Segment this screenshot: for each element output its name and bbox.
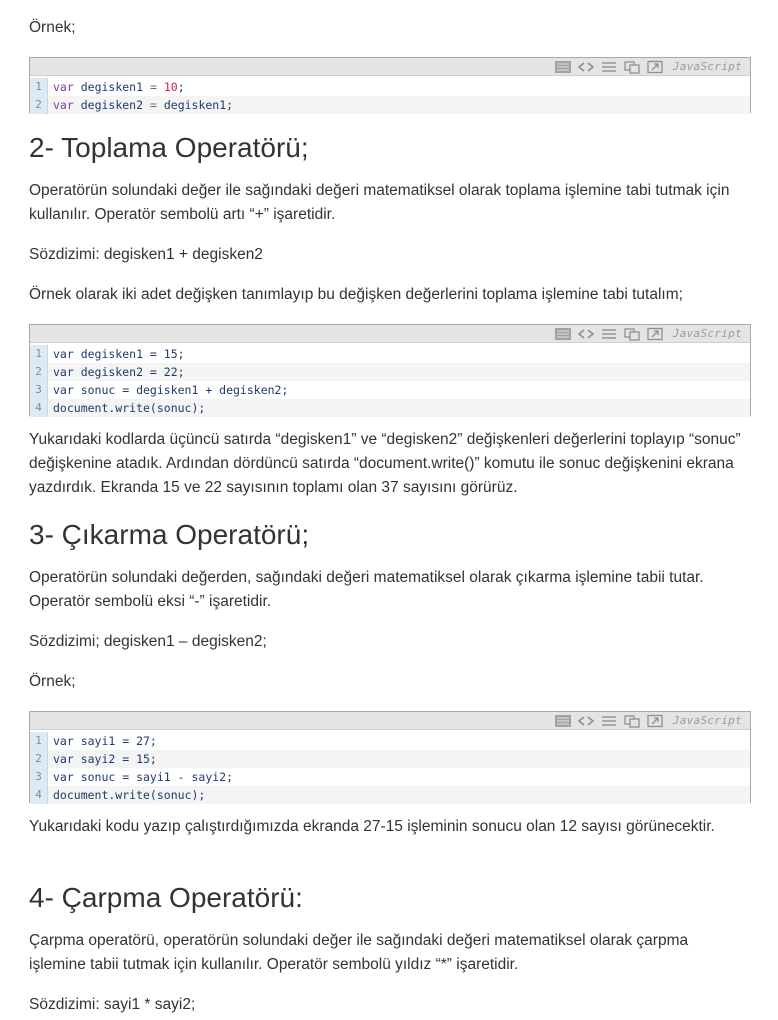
section-heading-toplama: 2- Toplama Operatörü; bbox=[29, 132, 309, 163]
popup-icon[interactable] bbox=[646, 327, 664, 341]
code-lines bbox=[30, 76, 750, 115]
line-number: 4 bbox=[30, 399, 48, 417]
section-description: Operatörün solundaki değer ile sağındaki değeri matematiksel olarak toplama işlemine tabi tutmak için kullanılır. Operatör sembolü artı “+” işaretidir. bbox=[29, 182, 730, 223]
code-line bbox=[30, 345, 750, 363]
code-line bbox=[30, 732, 750, 750]
section-heading-carpma: 4- Çarpma Operatörü: bbox=[29, 882, 303, 913]
view-source-icon[interactable] bbox=[554, 714, 572, 728]
code-explanation: Yukarıdaki kodu yazıp çalıştırdığımızda ekranda 27-15 işleminin sonucu olan 12 sayısı görünecektir. bbox=[29, 818, 715, 835]
section-description: Operatörün solundaki değerden, sağındaki değeri matematiksel olarak çıkarma işlemine tabii tutar. Operatör sembolü eksi “-” işaretidir. bbox=[29, 569, 704, 610]
line-number: 3 bbox=[30, 768, 48, 786]
code-line bbox=[30, 786, 750, 804]
code-text: var sonuc = degisken1 + degisken2; bbox=[53, 383, 289, 397]
copy-icon[interactable] bbox=[623, 327, 641, 341]
wrap-lines-icon[interactable] bbox=[600, 60, 618, 74]
wrap-lines-icon[interactable] bbox=[600, 714, 618, 728]
code-language-label: JavaScript bbox=[672, 714, 742, 727]
copy-icon[interactable] bbox=[623, 714, 641, 728]
line-number: 3 bbox=[30, 381, 48, 399]
code-text: var degisken1 = 10; bbox=[53, 80, 185, 94]
code-line bbox=[30, 768, 750, 786]
syntax-line: Sözdizimi: sayi1 * sayi2; bbox=[29, 996, 196, 1013]
code-language-label: JavaScript bbox=[672, 327, 742, 340]
popup-icon[interactable] bbox=[646, 714, 664, 728]
code-text: var sayi1 = 27; bbox=[53, 734, 157, 748]
code-lines bbox=[30, 343, 750, 418]
code-language-label: JavaScript bbox=[672, 60, 742, 73]
code-toolbar bbox=[30, 58, 750, 76]
code-brackets-icon[interactable] bbox=[577, 327, 595, 341]
copy-icon[interactable] bbox=[623, 60, 641, 74]
code-line bbox=[30, 399, 750, 417]
syntax-line: Sözdizimi; degisken1 – degisken2; bbox=[29, 633, 267, 650]
code-text: document.write(sonuc); bbox=[53, 788, 206, 802]
code-text: var sonuc = sayi1 - sayi2; bbox=[53, 770, 234, 784]
line-number: 2 bbox=[30, 96, 48, 114]
line-number: 1 bbox=[30, 732, 48, 750]
code-block-1 bbox=[29, 57, 751, 113]
popup-icon[interactable] bbox=[646, 60, 664, 74]
line-number: 4 bbox=[30, 786, 48, 804]
code-line bbox=[30, 381, 750, 399]
code-line bbox=[30, 750, 750, 768]
code-text: var degisken2 = degisken1; bbox=[53, 98, 234, 112]
code-brackets-icon[interactable] bbox=[577, 60, 595, 74]
code-block-3 bbox=[29, 711, 751, 803]
code-text: var sayi2 = 15; bbox=[53, 752, 157, 766]
syntax-line: Sözdizimi: degisken1 + degisken2 bbox=[29, 246, 263, 263]
line-number: 2 bbox=[30, 363, 48, 381]
code-line bbox=[30, 363, 750, 381]
line-number: 1 bbox=[30, 345, 48, 363]
view-source-icon[interactable] bbox=[554, 60, 572, 74]
code-explanation: Yukarıdaki kodlarda üçüncü satırda “degisken1” ve “degisken2” değişkenleri değerlerini toplayıp “sonuc” değişkenine atadık. Ardından dördüncü satırda “document.write()” komutu ile sonuc değişkenini ekrana yazdırdık. Ekranda 15 ve 22 sayısının toplamı olan 37 sayısını görürüz. bbox=[29, 431, 741, 496]
line-number: 2 bbox=[30, 750, 48, 768]
section-heading-cikarma: 3- Çıkarma Operatörü; bbox=[29, 519, 310, 550]
view-source-icon[interactable] bbox=[554, 327, 572, 341]
code-brackets-icon[interactable] bbox=[577, 714, 595, 728]
line-number: 1 bbox=[30, 78, 48, 96]
code-lines bbox=[30, 730, 750, 805]
code-line bbox=[30, 78, 750, 96]
wrap-lines-icon[interactable] bbox=[600, 327, 618, 341]
code-line bbox=[30, 96, 750, 114]
example-intro: Örnek olarak iki adet değişken tanımlayıp bu değişken değerlerini toplama işlemine tabi tutalım; bbox=[29, 286, 683, 303]
code-text: var degisken1 = 15; bbox=[53, 347, 185, 361]
code-text: document.write(sonuc); bbox=[53, 401, 206, 415]
code-text: var degisken2 = 22; bbox=[53, 365, 185, 379]
ornek-label: Örnek; bbox=[29, 19, 76, 36]
code-toolbar bbox=[30, 712, 750, 730]
ornek-label: Örnek; bbox=[29, 673, 76, 690]
code-block-2 bbox=[29, 324, 751, 416]
code-toolbar bbox=[30, 325, 750, 343]
section-description: Çarpma operatörü, operatörün solundaki değer ile sağındaki değeri matematiksel olarak çarpma işlemine tabii tutmak için kullanılır. Operatör sembolü yıldız “*” işaretidir. bbox=[29, 932, 689, 973]
